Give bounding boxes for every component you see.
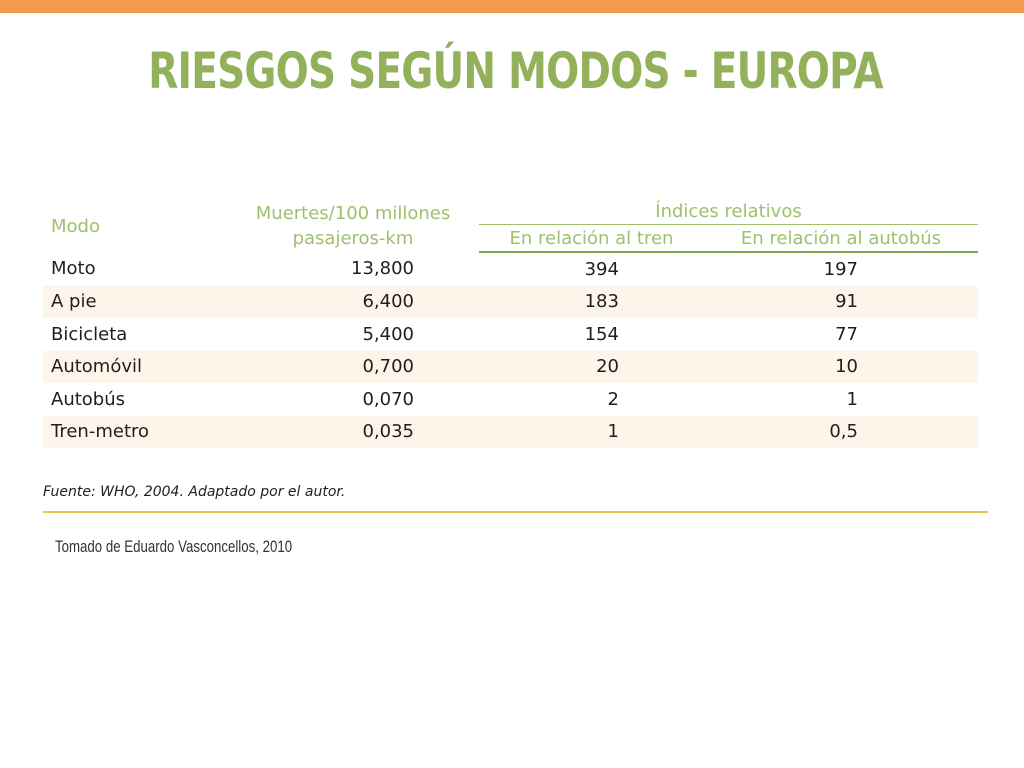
cell-relacion-tren: 20 <box>479 351 704 384</box>
header-indices-relativos: Índices relativos <box>479 200 978 225</box>
cell-muertes: 6,400 <box>227 286 479 319</box>
cell-relacion-autobus: 77 <box>835 323 858 345</box>
cell-relacion-autobus: 1 <box>846 388 858 410</box>
cell-relacion-tren: 2 <box>607 388 619 410</box>
source-note: Fuente: WHO, 2004. Adaptado por el autor. <box>43 484 346 500</box>
cell-relacion-tren: 1 <box>479 416 704 449</box>
risk-table <box>43 200 978 448</box>
risk-table-container <box>43 200 978 448</box>
table-row <box>43 252 978 286</box>
source-divider <box>43 511 988 513</box>
table-row <box>43 351 978 384</box>
cell-relacion-tren: 394 <box>584 258 619 280</box>
header-relacion-autobus: En relación al autobús <box>704 225 978 253</box>
cell-modo: Tren-metro <box>43 416 227 449</box>
cell-muertes: 0,070 <box>362 388 414 410</box>
credit-note: Tomado de Eduardo Vasconcellos, 2010 <box>55 537 293 556</box>
cell-modo: Bicicleta <box>51 323 128 345</box>
cell-muertes: 0,035 <box>227 416 479 449</box>
top-accent-bar <box>0 0 1024 13</box>
slide-title: RIESGOS SEGÚN MODOS - EUROPA <box>148 42 883 100</box>
cell-modo: Autobús <box>51 388 126 410</box>
cell-modo: Automóvil <box>43 351 227 384</box>
cell-muertes: 0,700 <box>227 351 479 384</box>
cell-relacion-autobus: 0,5 <box>704 416 978 449</box>
table-row <box>43 286 978 319</box>
cell-relacion-autobus: 197 <box>823 258 858 280</box>
header-relacion-tren: En relación al tren <box>479 225 704 253</box>
cell-relacion-autobus: 91 <box>704 286 978 319</box>
cell-relacion-tren: 183 <box>479 286 704 319</box>
table-row <box>43 416 978 449</box>
table-row <box>43 383 978 416</box>
cell-relacion-autobus: 10 <box>704 351 978 384</box>
cell-modo: Moto <box>51 258 96 280</box>
header-muertes: Muertes/100 millones pasajeros-km <box>255 203 451 249</box>
cell-muertes: 13,800 <box>351 258 414 280</box>
cell-modo: A pie <box>43 286 227 319</box>
header-modo: Modo <box>51 215 100 237</box>
cell-relacion-tren: 154 <box>584 323 619 345</box>
cell-muertes: 5,400 <box>362 323 414 345</box>
table-row <box>43 318 978 351</box>
